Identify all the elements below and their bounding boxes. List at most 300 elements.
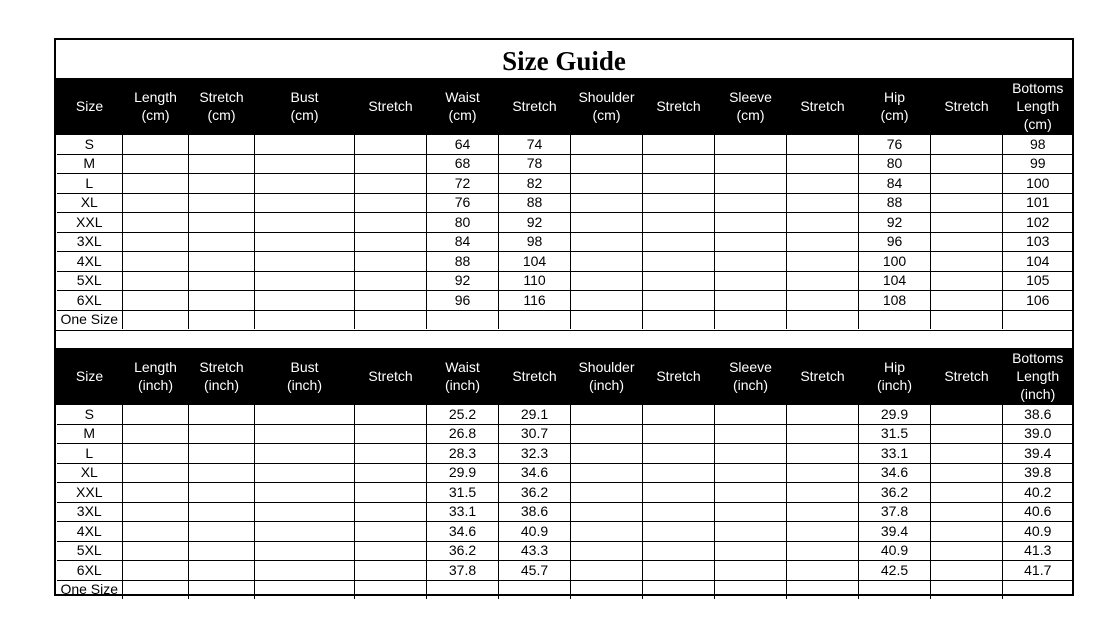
column-header [931, 348, 1003, 405]
table-cell: 92 [499, 213, 571, 233]
table-cell [571, 291, 643, 311]
table-cell [859, 310, 931, 329]
table-cell [123, 502, 189, 522]
table-cell: 31.5 [859, 424, 931, 444]
table-cell [355, 271, 427, 291]
table-cell [189, 135, 255, 155]
column-header-text: Sleeve [729, 89, 772, 105]
table-cell [123, 291, 189, 311]
column-header [355, 78, 427, 135]
table-cell [427, 310, 499, 329]
table-cell [787, 291, 859, 311]
table-cell: 104 [499, 252, 571, 272]
column-header-text: (cm) [736, 107, 765, 123]
table-cell [123, 174, 189, 194]
column-header-text: Size [75, 368, 104, 384]
table-cell: 38.6 [499, 502, 571, 522]
table-row [57, 580, 1073, 599]
table-cell [715, 522, 787, 542]
table-cell [571, 580, 643, 599]
table-cell: 80 [859, 154, 931, 174]
table-cell [931, 580, 1003, 599]
table-cell [715, 580, 787, 599]
table-cell: 29.9 [859, 405, 931, 425]
table-cell: 36.2 [499, 483, 571, 503]
column-header-text: Size [75, 98, 104, 114]
table-cell: 80 [427, 213, 499, 233]
size-label-cell: XL [57, 193, 123, 213]
column-header-text: (inch) [286, 377, 322, 393]
table-cell [787, 580, 859, 599]
table-cell [643, 405, 715, 425]
column-header [715, 78, 787, 135]
table-cell: 32.3 [499, 444, 571, 464]
table-cell: 40.9 [859, 541, 931, 561]
table-row [57, 522, 1073, 542]
table-cell [931, 483, 1003, 503]
table-cell [931, 444, 1003, 464]
table-cell [355, 252, 427, 272]
table-cell [643, 252, 715, 272]
table-cell [189, 310, 255, 329]
column-header-text: (inch) [1020, 386, 1056, 402]
table-cell [787, 174, 859, 194]
table-row [57, 463, 1073, 483]
table-cell [189, 502, 255, 522]
table-cell [571, 502, 643, 522]
table-cell [643, 174, 715, 194]
table-cell [643, 561, 715, 581]
table-cell [189, 154, 255, 174]
table-cell [255, 271, 355, 291]
column-header-text: Waist [445, 89, 480, 105]
table-cell [571, 174, 643, 194]
table-cell [715, 310, 787, 329]
table-cell [787, 271, 859, 291]
table-cell [715, 135, 787, 155]
table-cell: 37.8 [427, 561, 499, 581]
table-cell [355, 522, 427, 542]
table-cell [715, 232, 787, 252]
table-cell: 108 [859, 291, 931, 311]
column-header-text: Bottoms [1012, 80, 1064, 96]
table-cell: 29.1 [499, 405, 571, 425]
column-header-text: Stretch [656, 98, 701, 114]
table-cell [643, 580, 715, 599]
table-cell [787, 522, 859, 542]
table-cell: 40.2 [1003, 483, 1073, 503]
table-cell [355, 483, 427, 503]
column-header-text: Stretch [800, 368, 845, 384]
table-cell: 64 [427, 135, 499, 155]
table-cell [715, 213, 787, 233]
table-cell [571, 463, 643, 483]
table-cell [715, 174, 787, 194]
table-cell: 33.1 [859, 444, 931, 464]
table-cell [189, 271, 255, 291]
column-header [123, 348, 189, 405]
column-header [1003, 348, 1073, 405]
table-cell: 96 [859, 232, 931, 252]
table-row [57, 271, 1073, 291]
size-label-cell: 4XL [57, 252, 123, 272]
table-cell: 98 [499, 232, 571, 252]
column-header-text: (cm) [290, 107, 319, 123]
table-cell: 82 [499, 174, 571, 194]
column-header-text: (cm) [448, 107, 477, 123]
table-cell [643, 424, 715, 444]
table-cell [643, 232, 715, 252]
column-header-text: Stretch [368, 368, 413, 384]
size-label-cell: XL [57, 463, 123, 483]
table-cell [189, 291, 255, 311]
column-header-text: (cm) [1023, 116, 1052, 132]
table-cell [787, 561, 859, 581]
column-header [643, 78, 715, 135]
table-cell [643, 193, 715, 213]
table-cell [643, 541, 715, 561]
column-header [255, 78, 355, 135]
table-cell [123, 252, 189, 272]
table-cell: 26.8 [427, 424, 499, 444]
column-header [189, 78, 255, 135]
table-cell: 36.2 [427, 541, 499, 561]
column-header [499, 78, 571, 135]
table-row [57, 541, 1073, 561]
table-cell [571, 561, 643, 581]
table-cell [643, 271, 715, 291]
table-row [57, 483, 1073, 503]
table-cell: 25.2 [427, 405, 499, 425]
table-cell [189, 522, 255, 542]
table-cell [931, 424, 1003, 444]
table-cell [189, 463, 255, 483]
table-cell: 106 [1003, 291, 1073, 311]
table-cell [931, 291, 1003, 311]
column-header-text: Stretch [199, 89, 244, 105]
table-cell [931, 271, 1003, 291]
table-cell [571, 541, 643, 561]
table-cell: 76 [427, 193, 499, 213]
column-header [571, 348, 643, 405]
size-label-cell: S [57, 405, 123, 425]
table-cell [715, 444, 787, 464]
table-cell [571, 444, 643, 464]
table-row [57, 174, 1073, 194]
size-label-cell: 5XL [57, 541, 123, 561]
table-cell [255, 213, 355, 233]
table-cell: 40.9 [499, 522, 571, 542]
table-cell [123, 522, 189, 542]
table-cell [787, 541, 859, 561]
table-row [57, 561, 1073, 581]
table-cell [715, 502, 787, 522]
size-label-cell: L [57, 444, 123, 464]
table-cell [499, 580, 571, 599]
table-cell [123, 135, 189, 155]
column-header-text: Shoulder [578, 89, 635, 105]
column-header-text: Stretch [656, 368, 701, 384]
table-cell: 34.6 [499, 463, 571, 483]
column-header [499, 348, 571, 405]
table-row [57, 232, 1073, 252]
table-cell [715, 193, 787, 213]
column-header [1003, 78, 1073, 135]
table-cell [255, 174, 355, 194]
size-label-cell: L [57, 174, 123, 194]
table-cell [355, 561, 427, 581]
table-cell [571, 154, 643, 174]
table-cell [931, 135, 1003, 155]
table-cell: 29.9 [427, 463, 499, 483]
table-cell: 38.6 [1003, 405, 1073, 425]
table-cell: 100 [859, 252, 931, 272]
table-cell [499, 310, 571, 329]
table-cell [571, 310, 643, 329]
table-cell [355, 174, 427, 194]
table-cell [715, 463, 787, 483]
column-header-text: Stretch [512, 98, 557, 114]
table-cell [255, 502, 355, 522]
table-cell [571, 193, 643, 213]
table-cell [255, 310, 355, 329]
table-cell [715, 405, 787, 425]
table-cell: 100 [1003, 174, 1073, 194]
table-cell: 30.7 [499, 424, 571, 444]
table-cell [123, 561, 189, 581]
column-header-text: (inch) [444, 377, 480, 393]
table-cell [123, 213, 189, 233]
table-cell [931, 174, 1003, 194]
column-header-text: Stretch [944, 368, 989, 384]
table-cell [787, 310, 859, 329]
table-cell [859, 580, 931, 599]
size-label-cell: S [57, 135, 123, 155]
table-cell [1003, 310, 1073, 329]
table-cell [123, 463, 189, 483]
table-cell [189, 252, 255, 272]
table-cell: 40.6 [1003, 502, 1073, 522]
size-label-cell: M [57, 154, 123, 174]
table-cell [355, 463, 427, 483]
table-cell [571, 135, 643, 155]
table-cell: 39.4 [1003, 444, 1073, 464]
table-cell: 43.3 [499, 541, 571, 561]
table-cell [123, 405, 189, 425]
size-label-cell: 4XL [57, 522, 123, 542]
table-cell [931, 522, 1003, 542]
table-cell [643, 135, 715, 155]
size-guide-sheet [54, 38, 1074, 596]
column-header-text: Bust [290, 89, 319, 105]
table-cell [931, 213, 1003, 233]
header-row [57, 348, 1073, 405]
table-cell [123, 232, 189, 252]
table-cell: 42.5 [859, 561, 931, 581]
table-cell [931, 405, 1003, 425]
table-cell: 39.4 [859, 522, 931, 542]
table-cell: 99 [1003, 154, 1073, 174]
table-cell [123, 193, 189, 213]
table-cell [189, 232, 255, 252]
table-cell [715, 291, 787, 311]
table-cell [123, 424, 189, 444]
table-cell [571, 405, 643, 425]
table-cell [123, 541, 189, 561]
table-cell [355, 502, 427, 522]
table-cell [715, 483, 787, 503]
size-label-cell: One Size [57, 580, 123, 599]
size-table-cm [56, 78, 1073, 329]
table-cell [189, 174, 255, 194]
column-header-text: Bottoms [1012, 350, 1064, 366]
table-cell: 36.2 [859, 483, 931, 503]
table-cell [255, 232, 355, 252]
table-cell [355, 541, 427, 561]
column-header [189, 348, 255, 405]
table-cell [643, 310, 715, 329]
table-row [57, 291, 1073, 311]
table-cell [643, 154, 715, 174]
table-cell [787, 193, 859, 213]
column-header-text: Length [134, 359, 177, 375]
table-cell [189, 193, 255, 213]
table-cell [255, 522, 355, 542]
table-cell: 37.8 [859, 502, 931, 522]
table-cell: 39.0 [1003, 424, 1073, 444]
table-cell: 33.1 [427, 502, 499, 522]
table-cell [255, 444, 355, 464]
column-header [57, 78, 123, 135]
table-cell [715, 424, 787, 444]
table-cell [931, 252, 1003, 272]
table-cell: 78 [499, 154, 571, 174]
size-label-cell: M [57, 424, 123, 444]
table-row [57, 444, 1073, 464]
column-header-text: Bust [290, 359, 319, 375]
size-label-cell: 6XL [57, 561, 123, 581]
table-row [57, 502, 1073, 522]
table-cell [931, 193, 1003, 213]
column-header-text: Length [1016, 368, 1060, 384]
column-header-text: Hip [883, 89, 905, 105]
table-cell [787, 232, 859, 252]
table-cell [643, 502, 715, 522]
table-cell: 103 [1003, 232, 1073, 252]
table-cell [355, 135, 427, 155]
table-cell: 104 [1003, 252, 1073, 272]
table-cell [355, 232, 427, 252]
size-label-cell: 5XL [57, 271, 123, 291]
column-header [715, 348, 787, 405]
size-label-cell: 6XL [57, 291, 123, 311]
table-cell: 34.6 [427, 522, 499, 542]
table-cell [355, 580, 427, 599]
column-header-text: (inch) [732, 377, 768, 393]
table-cell [1003, 580, 1073, 599]
table-cell [715, 561, 787, 581]
table-cell [931, 561, 1003, 581]
column-header [787, 348, 859, 405]
table-cell [931, 502, 1003, 522]
column-header-text: (cm) [880, 107, 909, 123]
column-header-text: (inch) [137, 377, 173, 393]
table-cell [189, 444, 255, 464]
table-cell [355, 154, 427, 174]
table-row [57, 252, 1073, 272]
table-cell: 105 [1003, 271, 1073, 291]
table-cell [255, 154, 355, 174]
table-cell [571, 522, 643, 542]
column-header [787, 78, 859, 135]
table-cell [255, 291, 355, 311]
table-cell: 88 [427, 252, 499, 272]
table-cell: 88 [859, 193, 931, 213]
table-cell [355, 444, 427, 464]
table-cell [255, 483, 355, 503]
size-table-inch [56, 348, 1073, 599]
column-header-text: Shoulder [578, 359, 635, 375]
column-header [255, 348, 355, 405]
table-cell: 96 [427, 291, 499, 311]
table-cell [189, 541, 255, 561]
table-cell: 98 [1003, 135, 1073, 155]
table-cell [787, 502, 859, 522]
table-cell [931, 541, 1003, 561]
table-cell: 116 [499, 291, 571, 311]
table-cell: 102 [1003, 213, 1073, 233]
table-row [57, 213, 1073, 233]
table-cell: 84 [427, 232, 499, 252]
table-cell [787, 424, 859, 444]
table-row [57, 193, 1073, 213]
table-cell [189, 424, 255, 444]
table-cell [255, 561, 355, 581]
table-cell [123, 154, 189, 174]
table-cell [715, 154, 787, 174]
size-label-cell: 3XL [57, 502, 123, 522]
table-cell [427, 580, 499, 599]
table-cell [787, 463, 859, 483]
table-cell [715, 271, 787, 291]
column-header [427, 348, 499, 405]
table-cell [355, 213, 427, 233]
table-cell [355, 424, 427, 444]
table-cell [643, 463, 715, 483]
table-cell [931, 232, 1003, 252]
table-divider [56, 330, 1072, 348]
table-row [57, 310, 1073, 329]
table-cell [787, 252, 859, 272]
column-header [57, 348, 123, 405]
column-header-text: (cm) [141, 107, 170, 123]
table-cell [255, 405, 355, 425]
table-cell: 45.7 [499, 561, 571, 581]
table-cell [123, 483, 189, 503]
table-cell: 41.3 [1003, 541, 1073, 561]
table-cell [715, 252, 787, 272]
table-cell [787, 444, 859, 464]
table-cell [255, 135, 355, 155]
column-header [123, 78, 189, 135]
table-cell [255, 193, 355, 213]
table-cell [787, 405, 859, 425]
size-label-cell: One Size [57, 310, 123, 329]
table-cell: 72 [427, 174, 499, 194]
table-cell: 88 [499, 193, 571, 213]
column-header-text: Stretch [944, 98, 989, 114]
table-cell: 40.9 [1003, 522, 1073, 542]
